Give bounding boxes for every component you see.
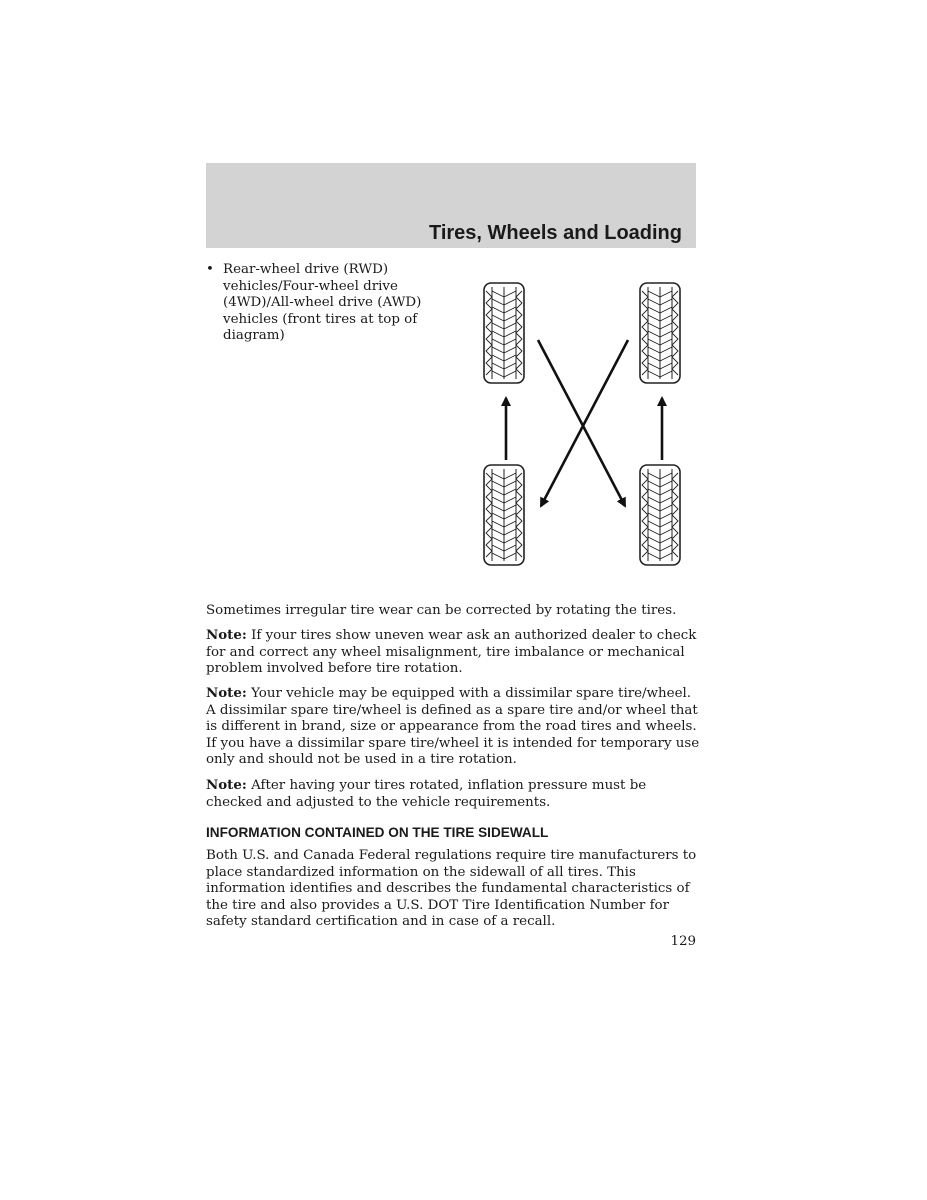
note-label: Note: (206, 627, 247, 643)
bullet-marker: • (206, 262, 214, 277)
bullet-text: Rear-wheel drive (RWD) vehicles/Four-wheel drive (4WD)/All-wheel drive (AWD) vehicles (front tires at top of diagram) (223, 262, 422, 343)
note-label: Note: (206, 685, 247, 701)
note-text: If your tires show uneven wear ask an authorized dealer to check for and correct any wheel misalignment, tire imbalance or mechanical problem involved before tire rotation. (206, 628, 697, 676)
page-number: 129 (670, 934, 696, 949)
arrow-front-right-to-rear-left (541, 340, 628, 506)
tire-rear-left (484, 465, 524, 565)
tire-rotation-svg (476, 276, 696, 576)
tire-front-left (484, 283, 524, 383)
paragraph-note-dissimilar-spare (206, 685, 702, 769)
paragraph-sidewall-info: Both U.S. and Canada Federal regulations require tire manufacturers to place standardized information on the sidewall of all tires. This information identifies and describes the fundamental characteristics of the tire and also provides a U.S. DOT Tire Identification Number for safety standard certification and in case of a recall. (206, 848, 697, 929)
paragraph-note-uneven-wear (206, 627, 702, 678)
tire-front-right (640, 283, 680, 383)
section-header (206, 163, 696, 248)
subheading-tire-sidewall: INFORMATION CONTAINED ON THE TIRE SIDEWALL (206, 825, 549, 840)
note-label: Note: (206, 777, 247, 793)
note-text: After having your tires rotated, inflation pressure must be checked and adjusted to the vehicle requirements. (206, 778, 647, 810)
paragraph-note-inflation (206, 777, 702, 811)
tire-rotation-diagram (476, 276, 696, 576)
section-title: Tires, Wheels and Loading (428, 222, 682, 244)
tire-rear-right (640, 465, 680, 565)
note-text: Your vehicle may be equipped with a dissimilar spare tire/wheel. A dissimilar spare tire/wheel is defined as a spare tire and/or wheel that is different in brand, size or appearance from the road tires and wheels. If you have a dissimilar spare tire/wheel it is intended for temporary use only and should not be used in a tire rotation. (206, 686, 700, 767)
paragraph-rotation-intro: Sometimes irregular tire wear can be corrected by rotating the tires. (206, 603, 677, 618)
arrow-front-left-to-rear-right (538, 340, 625, 506)
